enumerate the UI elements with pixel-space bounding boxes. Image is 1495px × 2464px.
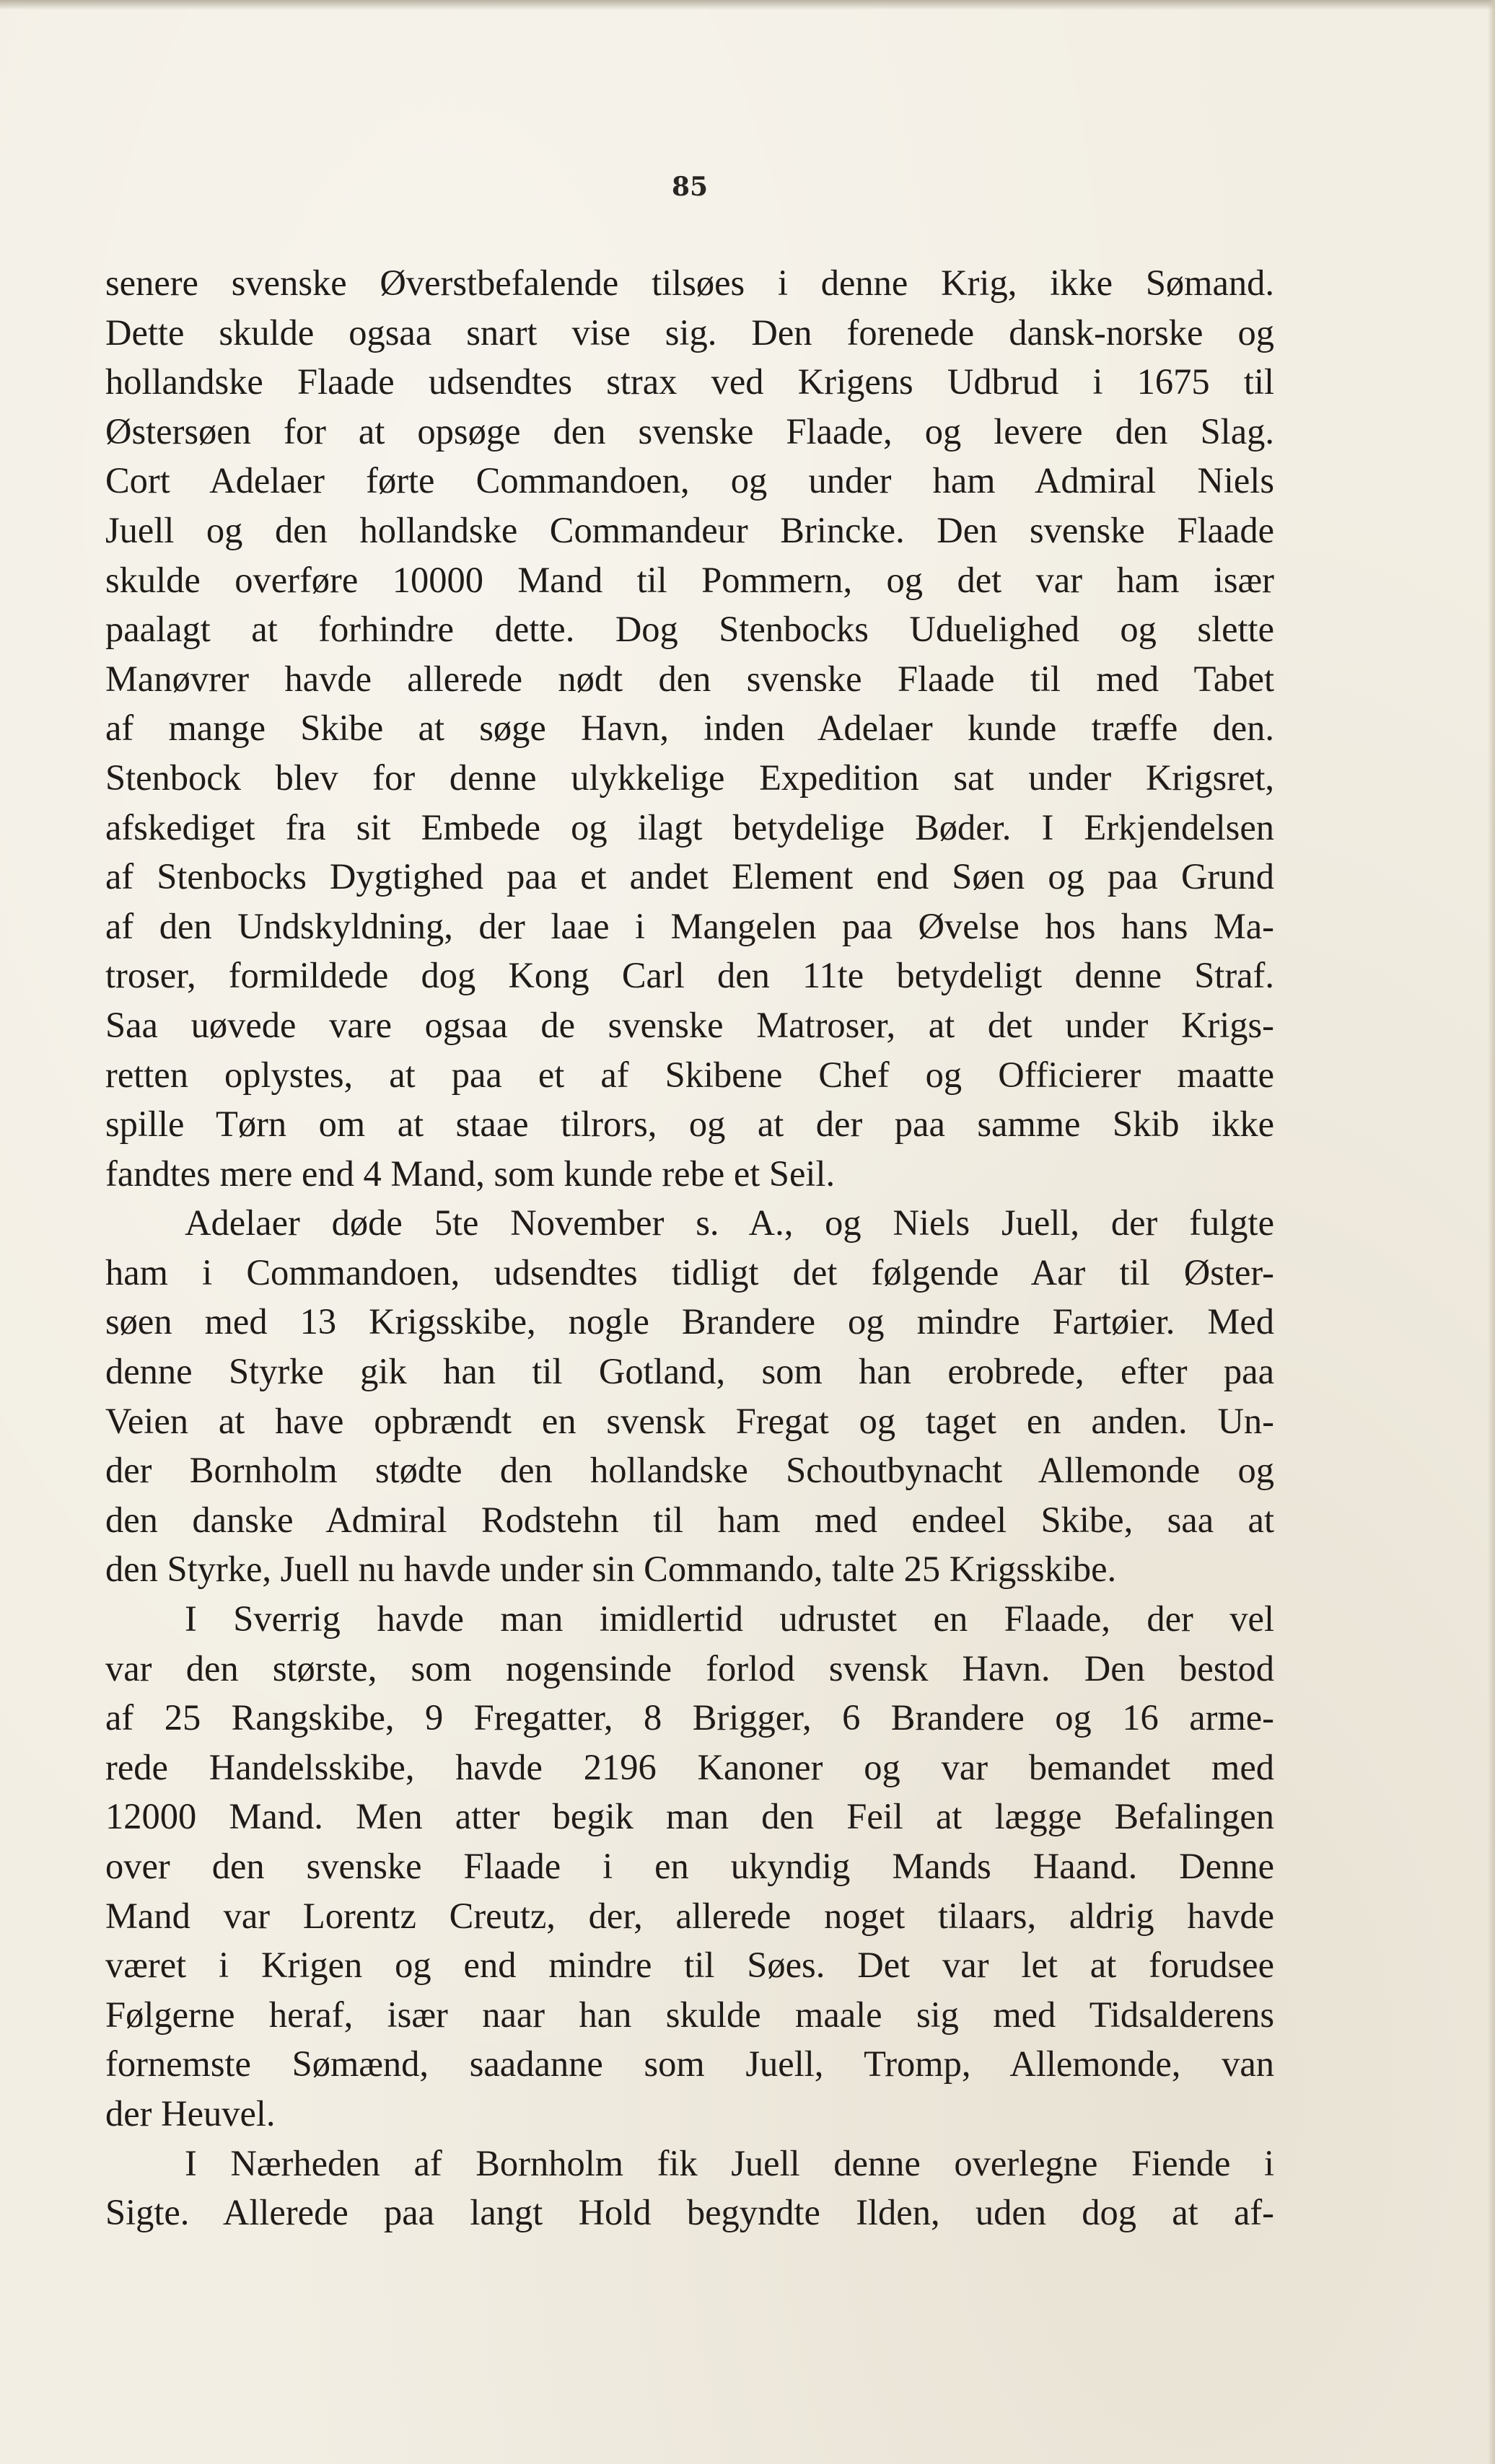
text-line: fandtes mere end 4 Mand, som kunde rebe et Seil.: [105, 1153, 836, 1194]
text-line: retten oplystes, at paa et af Skibene Chef og Officierer maatte: [105, 1054, 1274, 1095]
text-line: senere svenske Øverstbefalende tilsøes i denne Krig, ikke Sømand.: [105, 263, 1274, 303]
text-line: af mange Skibe at søge Havn, inden Adelaer kunde træffe den.: [105, 708, 1274, 749]
text-line: af den Undskyldning, der laae i Mangelen paa Øvelse hos hans Ma-: [105, 905, 1274, 946]
text-line: Sigte. Allerede paa langt Hold begyndte Ilden, uden dog at af-: [105, 2192, 1274, 2233]
text-line: den Styrke, Juell nu havde under sin Commando, talte 25 Krigsskibe.: [105, 1549, 1117, 1590]
text-line: været i Krigen og end mindre til Søes. Det var let at forudsee: [105, 1945, 1274, 1986]
text-line: over den svenske Flaade i en ukyndig Mands Haand. Denne: [105, 1846, 1274, 1886]
text-line: Følgerne heraf, især naar han skulde maale sig med Tidsalderens: [105, 1994, 1274, 2035]
text-line: 12000 Mand. Men atter begik man den Feil at lægge Befalingen: [105, 1796, 1274, 1837]
text-line: rede Handelsskibe, havde 2196 Kanoner og var bemandet med: [105, 1746, 1274, 1787]
text-line: Stenbock blev for denne ulykkelige Expedition sat under Krigsret,: [105, 757, 1274, 798]
text-line: Østersøen for at opsøge den svenske Flaade, og levere den Slag.: [105, 410, 1274, 452]
text-line: søen med 13 Krigsskibe, nogle Brandere og mindre Fartøier. Med: [105, 1301, 1274, 1342]
text-line: Mand var Lorentz Creutz, der, allerede noget tilaars, aldrig havde: [105, 1895, 1274, 1936]
text-line: Veien at have opbrændt en svensk Fregat og taget en anden. Un-: [105, 1400, 1274, 1441]
text-line: troser, formildede dog Kong Carl den 11te betydeligt denne Straf.: [105, 955, 1274, 996]
text-line: der Heuvel.: [105, 2093, 276, 2134]
text-line: Dette skulde ogsaa snart vise sig. Den forenede dansk-norske og: [105, 312, 1274, 353]
text-line: skulde overføre 10000 Mand til Pommern, og det var ham især: [105, 559, 1274, 600]
text-line: af 25 Rangskibe, 9 Fregatter, 8 Brigger, 6 Brandere og 16 arme-: [105, 1697, 1274, 1738]
text-line: I Sverrig havde man imidlertid udrustet en Flaade, der vel: [185, 1598, 1274, 1640]
text-line: hollandske Flaade udsendtes strax ved Krigens Udbrud i 1675 til: [105, 361, 1274, 402]
text-line: Saa uøvede vare ogsaa de svenske Matroser, at det under Krigs-: [105, 1004, 1274, 1045]
text-line: der Bornholm stødte den hollandske Schoutbynacht Allemonde og: [105, 1450, 1274, 1491]
text-line: Cort Adelaer førte Commandoen, og under ham Admiral Niels: [105, 460, 1274, 501]
text-line: I Nærheden af Bornholm fik Juell denne overlegne Fiende i: [185, 2142, 1274, 2183]
text-line: afskediget fra sit Embede og ilagt betydelige Bøder. I Erkjendelsen: [105, 806, 1274, 848]
text-line: spille Tørn om at staae tilrors, og at der paa samme Skib ikke: [105, 1104, 1274, 1145]
page-number: 85: [671, 172, 709, 202]
text-line: af Stenbocks Dygtighed paa et andet Element end Søen og paa Grund: [105, 856, 1274, 897]
text-line: ham i Commandoen, udsendtes tidligt det følgende Aar til Øster-: [105, 1251, 1274, 1293]
text-line: paalagt at forhindre dette. Dog Stenbocks Uduelighed og slette: [105, 609, 1274, 650]
page-top-edge-shadow: [0, 0, 1495, 10]
page-right-edge-shadow: [1488, 0, 1495, 2464]
text-line: Adelaer døde 5te November s. A., og Niels Juell, der fulgte: [185, 1202, 1274, 1244]
text-line: var den største, som nogensinde forlod svensk Havn. Den bestod: [105, 1647, 1274, 1689]
text-line: Manøvrer havde allerede nødt den svenske Flaade til med Tabet: [105, 658, 1274, 699]
text-line: fornemste Sømænd, saadanne som Juell, Tromp, Allemonde, van: [105, 2043, 1274, 2085]
text-line: denne Styrke gik han til Gotland, som han erobrede, efter paa: [105, 1351, 1274, 1392]
text-line: Juell og den hollandske Commandeur Brincke. Den svenske Flaade: [105, 509, 1274, 550]
text-line: den danske Admiral Rodstehn til ham med endeel Skibe, saa at: [105, 1499, 1274, 1540]
body-text: [105, 258, 1274, 2238]
